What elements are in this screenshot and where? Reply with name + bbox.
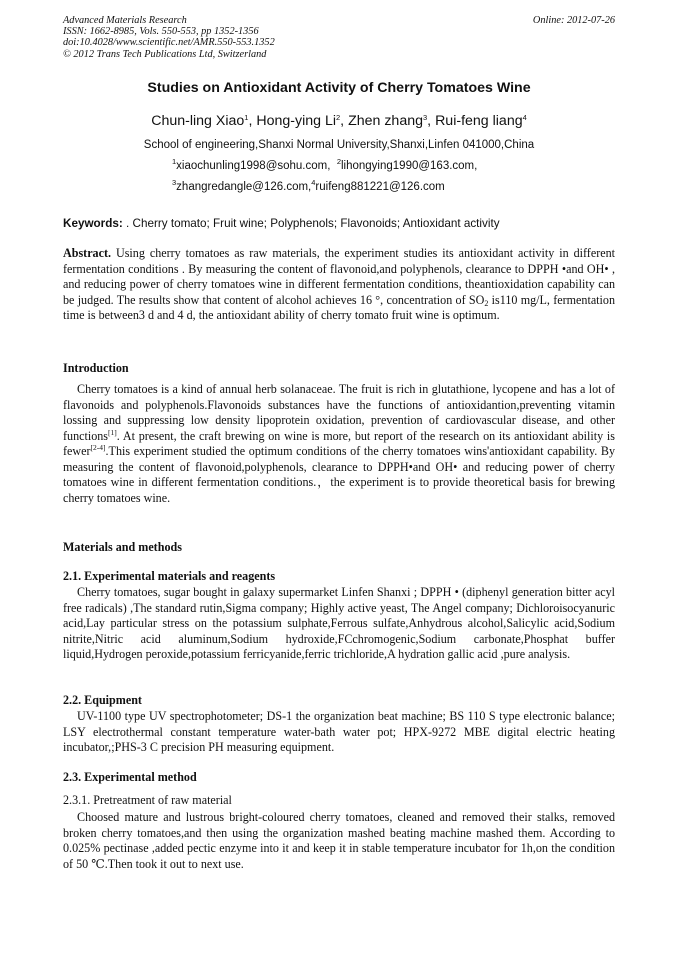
email-address[interactable]: lihongying1990@163.com, (340, 160, 478, 172)
author-name: Hong-ying Li (256, 113, 336, 129)
author-separator: , (248, 113, 257, 129)
abstract-text: is110 mg/L, fermentation time is between3 d and 4 d, the antioxidant ability of cherry tomato fruit wine is optimum. (63, 292, 615, 322)
author-name: Rui-feng liang (435, 113, 523, 129)
author-name: Chun-ling Xiao (151, 113, 245, 129)
equipment-text: UV-1100 type UV spectrophotometer; DS-1 the organization beat machine; BS 110 S type electronic balance; LSY electrothermal constant temperature water-bath water pot; HPX-9272 MBE digital electric heating incubator,;PHS-3 C precision PH measuring equipment. (63, 709, 615, 754)
section-heading-materials: Materials and methods (63, 540, 182, 554)
citation-ref: [1] (108, 427, 117, 437)
subsubsection-heading-2-3-1: 2.3.1. Pretreatment of raw material (63, 793, 232, 807)
pretreatment-paragraph (63, 810, 615, 872)
citation-ref: [2-4] (90, 443, 106, 452)
equipment-paragraph (63, 709, 615, 756)
materials-text: Cherry tomatoes, sugar bought in galaxy supermarket Linfen Shanxi ; DPPH • (diphenyl generation bitter acyl free radicals) ,The standard rutin,Sigma company; Highly active yeast, The Angel company; Dichloroisocyanuric acid,Lay particular stress on the potassium sulphate,Ferrous sulfate,Anhydrous alcohol,Salicylic acid,Sodium nitrite,Nitric acid aluminum,Sodium hydroxide,FCchromogenic,Sodium carbonate,Phosphat buffer liquid,Hydrogen peroxide,potassium ferricyanide,ferric trichloride,A hydration gallic acid ,pure analysis. (63, 585, 615, 661)
abstract-label: Abstract. (63, 246, 112, 260)
journal-name: Advanced Materials Research (63, 15, 187, 26)
email-mark: 4 (311, 178, 316, 187)
abstract-subscript: 2 (484, 298, 489, 308)
section-heading-introduction: Introduction (63, 361, 129, 375)
keywords-label: Keywords: (63, 217, 123, 230)
pretreatment-text: Choosed mature and lustrous bright-coloured cherry tomatoes, cleaned and removed their stalks, removed broken cherry tomatoes,and then using the organization mashed beating machine mashed them. According to 0.025% pectinase ,added pectic enzyme into it and keep it in stable temperature incubator for 1h,on the condition of 50 ℃.Then took it out to next use. (63, 810, 615, 871)
intro-text: .This experiment studied the optimum conditions of the cherry tomatoes wins'antioxidant capability. By measuring the content of flavonoid,polyphenols, clearance to DPPH•and OH• and reducing power of cherry tomatoes wine in different fermentation conditions.，the experiment is to provide theoretical basis for brewing cherry tomatoes wine. (63, 444, 615, 505)
keywords (63, 217, 615, 230)
email-line-2 (172, 178, 445, 193)
intro-text: Cherry tomatoes is a kind of annual herb solanaceae. The fruit is rich in glutathione, lycopene and has a lot of flavonoids and polyphenols.Flavonoids substances have the functions of antioxidantion,preventing vitamin lossing and suppressing low density lipoprotein oxidation, prevention of cardiovascular disease, and other functions (63, 382, 615, 443)
email-address[interactable]: xiaochunling1998@sohu.com, (176, 160, 331, 172)
author-separator: , (340, 113, 349, 129)
email-address[interactable]: zhangredangle@126.com, (176, 181, 312, 193)
subsection-heading-2-1: 2.1. Experimental materials and reagents (63, 569, 276, 583)
abstract-text: Using cherry tomatoes as raw materials, the experiment studies its antioxidant activity in different fermentation conditions . By measuring the content of flavonoid,and polyphenols, clearance to DPPH •and OH• , and reducing power of cherry tomatoes wine in different fermentation conditions, theantioxidation capability can be judged. The results show that content of alcohol achieves 16 °, concentration of SO (63, 246, 615, 307)
author-affil-mark: 4 (522, 113, 527, 122)
email-mark: 3 (172, 178, 177, 187)
abstract (63, 246, 615, 324)
affiliation: School of engineering,Shanxi Normal University,Shanxi,Linfen 041000,China (143, 139, 535, 151)
subsection-heading-2-3: 2.3. Experimental method (63, 770, 197, 784)
online-date: Online: 2012-07-26 (532, 15, 615, 26)
doi-line: doi:10.4028/www.scientific.net/AMR.550-553.1352 (63, 37, 275, 49)
author-separator: , (427, 113, 436, 129)
email-mark: 2 (336, 157, 341, 166)
email-mark: 1 (172, 157, 177, 166)
author-affil-mark: 1 (244, 113, 249, 122)
email-address[interactable]: ruifeng881221@126.com (315, 181, 445, 193)
copyright-line: © 2012 Trans Tech Publications Ltd, Switzerland (63, 48, 267, 60)
introduction-paragraph (63, 382, 615, 506)
materials-paragraph (63, 585, 615, 663)
author-list (0, 113, 678, 129)
subsection-heading-2-2: 2.2. Equipment (63, 693, 142, 707)
journal-header (63, 15, 615, 60)
keywords-text: . Cherry tomato; Fruit wine; Polyphenols; Flavonoids; Antioxidant activity (122, 217, 500, 230)
issn-line: ISSN: 1662-8985, Vols. 550-553, pp 1352-1356 (63, 26, 259, 38)
email-line-1 (172, 157, 478, 172)
intro-text: . At present, the craft brewing on wine is more, but report of the research on its antioxidant ability is fewer (63, 428, 615, 458)
author-affil-mark: 3 (423, 113, 428, 122)
author-name: Zhen zhang (348, 113, 423, 129)
paper-title: Studies on Antioxidant Activity of Cherry Tomatoes Wine (147, 80, 531, 96)
author-affil-mark: 2 (336, 113, 341, 122)
